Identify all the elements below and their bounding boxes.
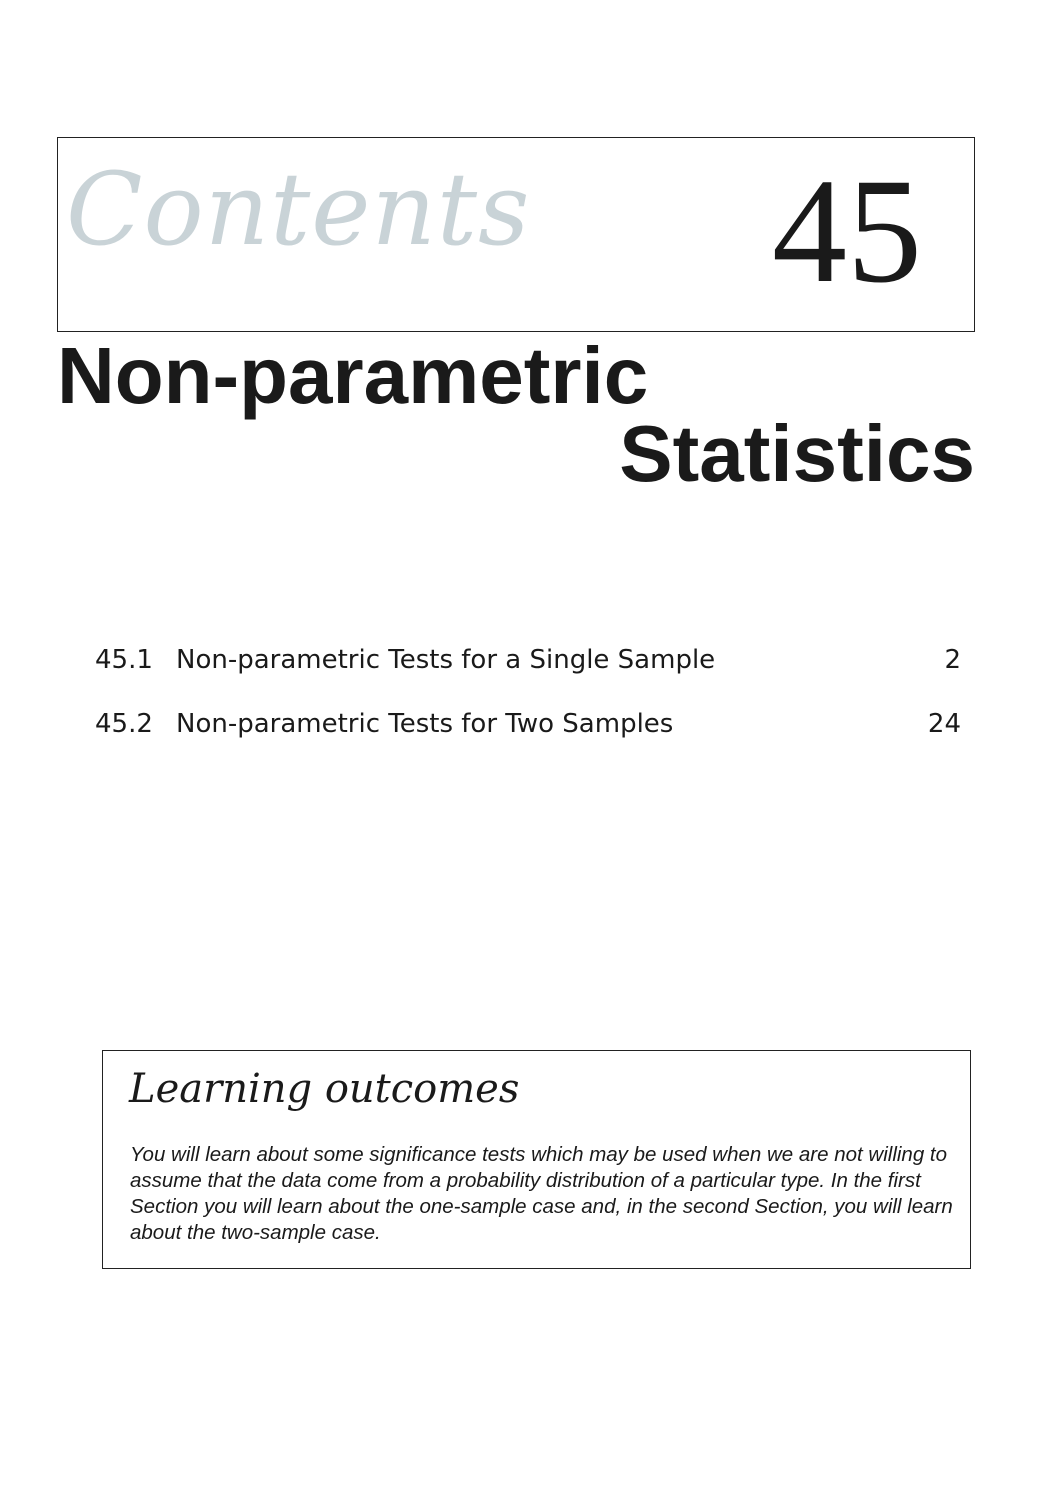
toc-entry-title: Non-parametric Tests for a Single Sample (176, 645, 716, 675)
toc-entry-45-1[interactable] (95, 640, 961, 704)
toc-entry-number: 45.2 (95, 709, 153, 739)
chapter-title-line-1: Non-parametric (57, 331, 649, 420)
learning-outcomes-heading: Learning outcomes (129, 1066, 520, 1112)
learning-outcomes-box (102, 1050, 971, 1269)
toc-entry-title: Non-parametric Tests for Two Samples (176, 709, 674, 739)
contents-header-box (57, 137, 975, 332)
chapter-number: 45 (772, 148, 922, 314)
learning-outcomes-text: You will learn about some significance tests which may be used when we are not willing to assume that the data come from a probability distribution of a particular type. In the first Section you will learn about the one-sample case and, in the second Section, you will learn about the two-sample case. (130, 1143, 953, 1244)
toc-entry-45-2[interactable] (95, 704, 961, 768)
table-of-contents (95, 640, 961, 768)
toc-entry-page: 2 (944, 645, 961, 675)
contents-label: Contents (66, 151, 531, 268)
toc-entry-number: 45.1 (95, 645, 153, 675)
chapter-title-line-2: Statistics (619, 409, 975, 498)
toc-entry-page: 24 (927, 709, 961, 739)
